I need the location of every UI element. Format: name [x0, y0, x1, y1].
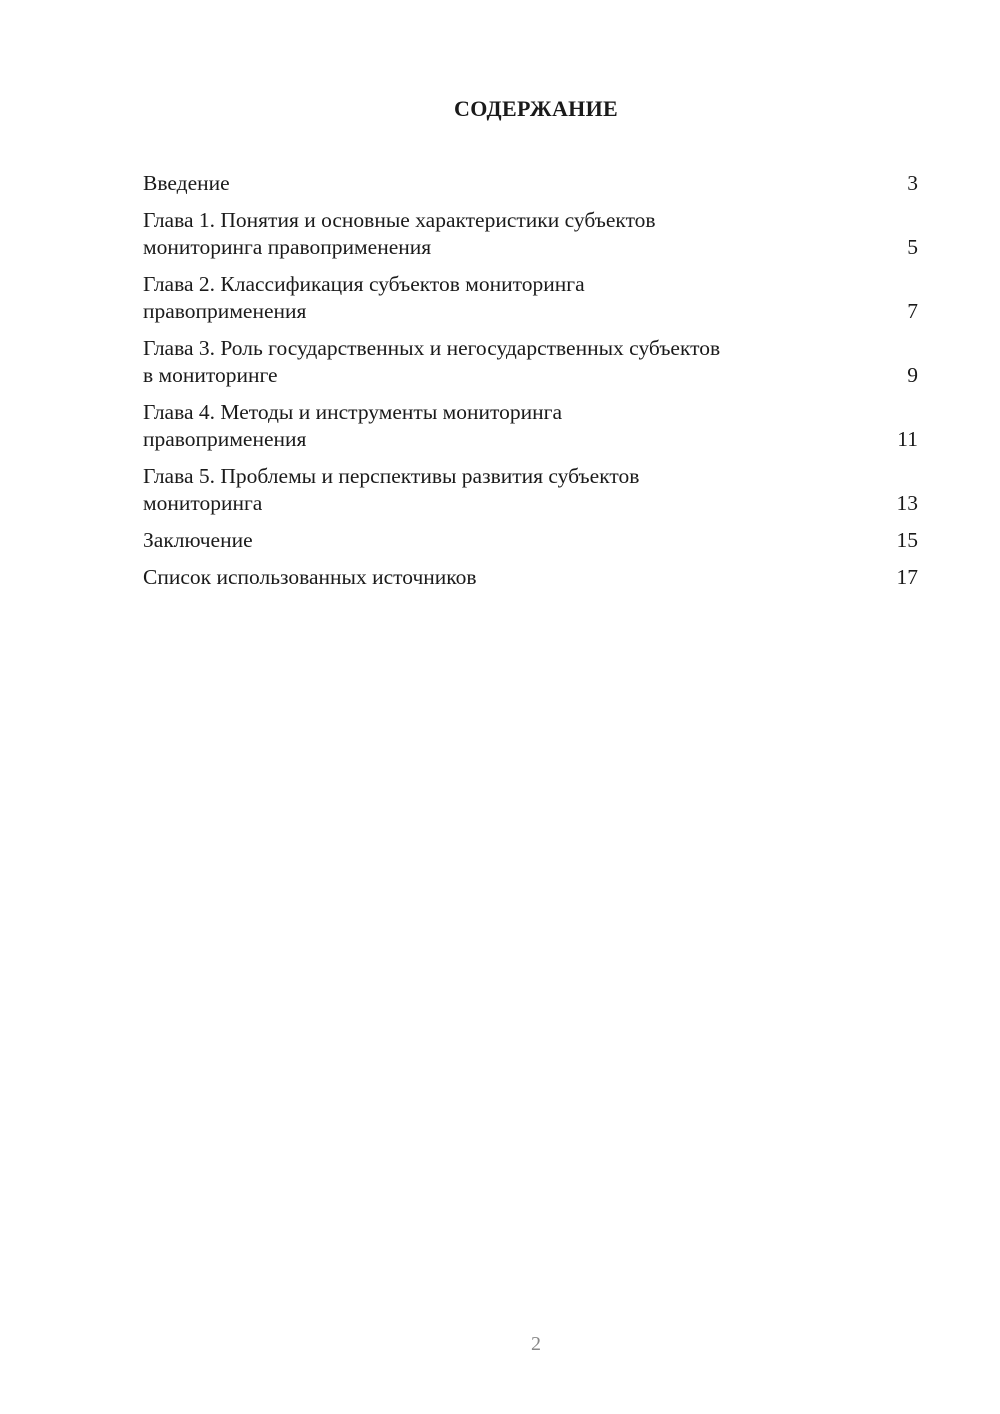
toc-entry-page: 15: [896, 528, 918, 552]
toc-entry-text: Глава 3. Роль государственных и негосударственных субъектов в мониторинге: [143, 336, 721, 387]
toc-entry-page: 17: [896, 565, 918, 589]
toc-entry-text: Глава 5. Проблемы и перспективы развития субъектов мониторинга: [143, 464, 640, 515]
toc-entry-page: 11: [897, 427, 918, 451]
table-of-contents: [143, 170, 918, 601]
toc-entry-text: Глава 4. Методы и инструменты мониторинга правоприменения: [143, 400, 562, 451]
toc-entry-chapter-3[interactable]: [143, 335, 918, 389]
toc-entry-page: 7: [907, 299, 918, 323]
page-number: 2: [531, 1333, 541, 1355]
toc-entry-chapter-5[interactable]: [143, 463, 918, 517]
toc-entry-chapter-4[interactable]: [143, 399, 918, 453]
toc-entry-text: Глава 1. Понятия и основные характеристики субъектов мониторинга правоприменения: [143, 208, 656, 259]
toc-entry-page: 13: [896, 491, 918, 515]
toc-entry-text: Глава 2. Классификация субъектов мониторинга правоприменения: [143, 272, 585, 323]
toc-entry-chapter-2[interactable]: [143, 271, 918, 325]
toc-entry-page: 3: [907, 171, 918, 195]
toc-entry-text: Заключение: [143, 528, 253, 552]
toc-entry-references[interactable]: [143, 564, 918, 591]
toc-entry-text: Список использованных источников: [143, 565, 477, 589]
toc-entry-page: 9: [907, 363, 918, 387]
toc-entry-text: Введение: [143, 171, 230, 195]
toc-entry-page: 5: [907, 235, 918, 259]
toc-entry-introduction[interactable]: [143, 170, 918, 197]
toc-entry-chapter-1[interactable]: [143, 207, 918, 261]
toc-entry-conclusion[interactable]: [143, 527, 918, 554]
page-title: СОДЕРЖАНИЕ: [454, 96, 618, 121]
